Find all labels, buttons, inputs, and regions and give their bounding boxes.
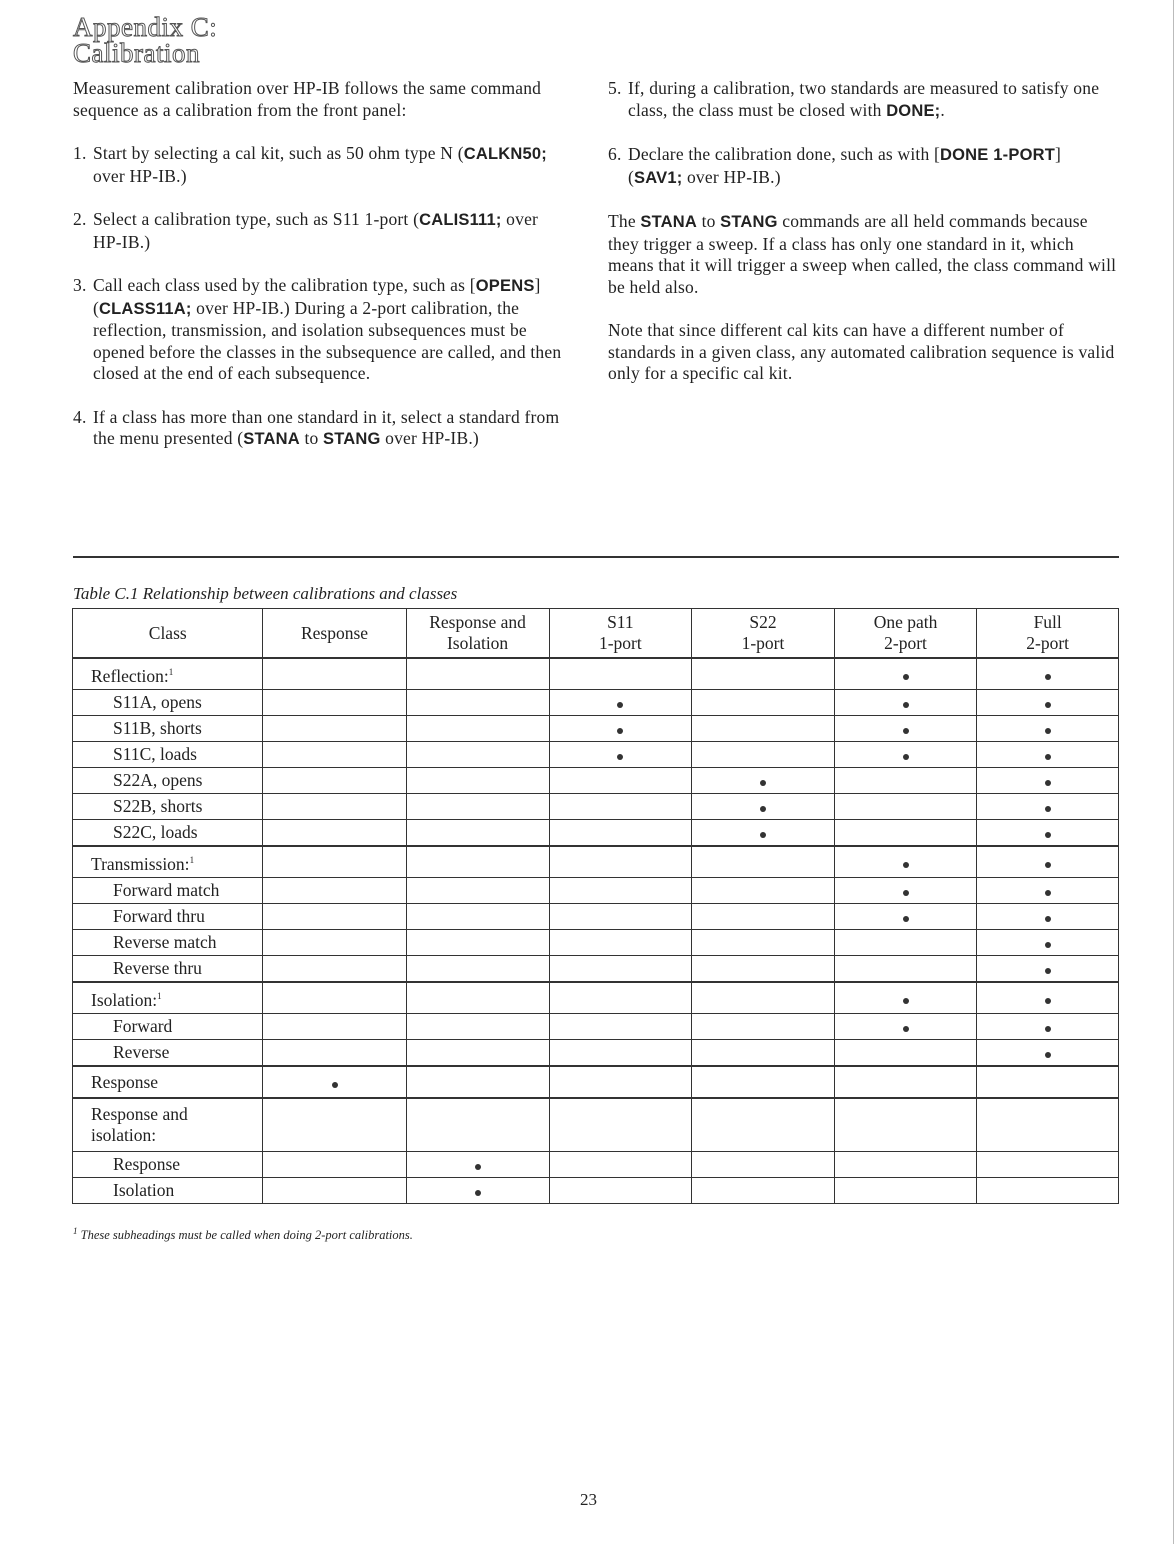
bullet-dot-icon xyxy=(903,728,909,734)
class-label: S22A, opens xyxy=(113,770,203,790)
bullet-dot-icon xyxy=(903,1026,909,1032)
class-cell xyxy=(73,658,263,690)
table-cell xyxy=(263,690,406,716)
text-run: to xyxy=(697,211,721,231)
table-row xyxy=(73,1040,1119,1067)
column-header-line: 2-port xyxy=(1026,633,1070,653)
table-cell xyxy=(977,930,1119,956)
bullet-dot-icon xyxy=(475,1190,481,1196)
class-label: Response xyxy=(91,1071,159,1092)
command-keyword: CALIS111; xyxy=(419,211,502,229)
table-cell xyxy=(834,690,977,716)
table-cell xyxy=(406,742,549,768)
body-paragraph xyxy=(608,211,1118,298)
table-row xyxy=(73,982,1119,1014)
class-cell xyxy=(73,716,263,742)
table-cell xyxy=(406,1014,549,1040)
text-run: If, during a calibration, two standards are measured to satisfy one class, the class must be closed with xyxy=(628,78,1100,120)
table-cell xyxy=(692,742,835,768)
table-cell xyxy=(549,794,692,820)
table-cell xyxy=(977,742,1119,768)
table-row xyxy=(73,846,1119,878)
column-header-line: Response and xyxy=(429,612,526,632)
table-cell xyxy=(834,1152,977,1178)
class-label: S22C, loads xyxy=(113,822,198,842)
class-cell xyxy=(73,846,263,878)
table-cell xyxy=(977,820,1119,847)
table-row xyxy=(73,658,1119,690)
table-cell xyxy=(692,690,835,716)
table-cell xyxy=(977,1098,1119,1152)
table-cell xyxy=(549,846,692,878)
command-keyword: STANG xyxy=(323,430,381,448)
class-cell xyxy=(73,930,263,956)
bullet-dot-icon xyxy=(903,674,909,680)
table-cell xyxy=(406,846,549,878)
table-cell xyxy=(406,1040,549,1067)
column-header-line: Isolation xyxy=(446,633,509,653)
table-cell xyxy=(692,956,835,983)
table-cell xyxy=(406,794,549,820)
text-run: Note that since different cal kits can have a different number of standards in a given class, any automated calibration sequence is valid only for a specific cal kit. xyxy=(608,320,1115,383)
table-cell xyxy=(263,956,406,983)
table-cell xyxy=(977,658,1119,690)
command-keyword: OPENS xyxy=(475,277,535,295)
table-cell xyxy=(263,820,406,847)
step-text xyxy=(93,275,569,385)
table-cell xyxy=(549,1040,692,1067)
table-row xyxy=(73,742,1119,768)
table-cell xyxy=(692,658,835,690)
column-header-line: 1-port xyxy=(741,633,785,653)
bullet-dot-icon xyxy=(1045,916,1051,922)
class-cell xyxy=(73,1098,263,1152)
table-cell xyxy=(263,1178,406,1204)
table-row xyxy=(73,956,1119,983)
table-cell xyxy=(406,768,549,794)
table-row xyxy=(73,904,1119,930)
step-text xyxy=(93,143,569,187)
step-number: 2. xyxy=(73,209,87,229)
table-cell xyxy=(692,820,835,847)
bullet-dot-icon xyxy=(903,702,909,708)
bullet-dot-icon xyxy=(332,1082,338,1088)
column-header-line: 2-port xyxy=(884,633,927,653)
bullet-dot-icon xyxy=(617,754,623,760)
step-number: 5. xyxy=(608,78,622,98)
step-text xyxy=(93,209,569,253)
class-label: S11B, shorts xyxy=(113,718,202,738)
table-cell xyxy=(692,1040,835,1067)
class-cell xyxy=(73,878,263,904)
class-cell xyxy=(73,768,263,794)
footnote-ref: 1 xyxy=(157,990,162,1001)
calibration-classes-table xyxy=(72,608,1119,1204)
class-label: S22B, shorts xyxy=(113,796,203,816)
table-cell xyxy=(406,1098,549,1152)
table-cell xyxy=(406,1066,549,1098)
table-cell xyxy=(549,768,692,794)
table-cell xyxy=(263,982,406,1014)
table-cell xyxy=(977,768,1119,794)
text-run: ] ( xyxy=(93,275,541,318)
table-cell xyxy=(263,742,406,768)
body-paragraph xyxy=(608,320,1118,385)
numbered-step xyxy=(73,209,569,253)
class-cell xyxy=(73,690,263,716)
table-cell xyxy=(834,1040,977,1067)
table-cell xyxy=(406,820,549,847)
footnote-ref: 1 xyxy=(189,854,195,865)
table-row xyxy=(73,794,1119,820)
table-cell xyxy=(549,1014,692,1040)
table-row xyxy=(73,716,1119,742)
bullet-dot-icon xyxy=(617,728,623,734)
table-cell xyxy=(263,846,406,878)
command-keyword: CALKN50; xyxy=(463,145,547,163)
footnote-ref: 1 xyxy=(168,666,174,677)
bullet-dot-icon xyxy=(903,916,909,922)
table-cell xyxy=(692,878,835,904)
table-row xyxy=(73,1178,1119,1204)
table-cell xyxy=(263,930,406,956)
table-cell xyxy=(549,742,692,768)
class-label: Forward xyxy=(113,1016,173,1036)
table-row xyxy=(73,690,1119,716)
text-run: Call each class used by the calibration type, such as [ xyxy=(93,275,476,295)
bullet-dot-icon xyxy=(1045,832,1051,838)
table-row xyxy=(73,1098,1119,1152)
bullet-dot-icon xyxy=(1045,942,1051,948)
table-cell xyxy=(406,982,549,1014)
table-cell xyxy=(549,930,692,956)
bullet-dot-icon xyxy=(1045,674,1051,680)
table-cell xyxy=(834,820,977,847)
column-header-line: Full xyxy=(1033,612,1062,632)
table-cell xyxy=(549,956,692,983)
table-cell xyxy=(406,930,549,956)
bullet-dot-icon xyxy=(903,998,909,1004)
table-cell xyxy=(549,658,692,690)
page-edge xyxy=(1173,0,1174,1544)
class-label: Response xyxy=(113,1154,181,1174)
heading-line-1: Appendix C: xyxy=(73,12,218,42)
table-cell xyxy=(692,1178,835,1204)
text-run: over HP-IB.) xyxy=(380,428,479,448)
table-cell xyxy=(263,658,406,690)
table-cell xyxy=(692,846,835,878)
table-cell xyxy=(834,1014,977,1040)
table-cell xyxy=(834,1066,977,1098)
column-header-line: One path xyxy=(873,612,938,632)
table-cell xyxy=(977,1066,1119,1098)
class-cell xyxy=(73,1152,263,1178)
bullet-dot-icon xyxy=(1045,1052,1051,1058)
class-cell xyxy=(73,1040,263,1067)
step-number: 1. xyxy=(73,143,87,163)
class-label: Forward thru xyxy=(113,906,205,926)
table-cell xyxy=(406,1152,549,1178)
text-run: to xyxy=(299,428,324,448)
table-cell xyxy=(834,1178,977,1204)
table-cell xyxy=(834,904,977,930)
table-row xyxy=(73,1066,1119,1098)
class-label: Reverse thru xyxy=(113,958,202,978)
command-keyword: DONE 1-PORT xyxy=(940,146,1055,164)
table-cell xyxy=(834,1098,977,1152)
text-run: over HP-IB.) xyxy=(682,166,781,187)
command-keyword: DONE; xyxy=(886,101,941,120)
bullet-dot-icon xyxy=(760,832,766,838)
class-cell xyxy=(73,1014,263,1040)
bullet-dot-icon xyxy=(1045,890,1051,896)
bullet-dot-icon xyxy=(760,806,766,812)
command-keyword: STANA xyxy=(640,213,697,231)
table-cell xyxy=(549,716,692,742)
numbered-step xyxy=(73,143,569,187)
table-cell xyxy=(834,658,977,690)
table-row xyxy=(73,1152,1119,1178)
appendix-heading xyxy=(73,14,217,66)
table-cell xyxy=(692,794,835,820)
table-cell xyxy=(977,716,1119,742)
text-run: ] ( xyxy=(628,144,1062,187)
table-cell xyxy=(406,956,549,983)
left-column xyxy=(73,78,569,473)
bullet-dot-icon xyxy=(1045,1026,1051,1032)
bullet-dot-icon xyxy=(903,754,909,760)
table-cell xyxy=(692,930,835,956)
bullet-dot-icon xyxy=(1045,806,1051,812)
table-cell xyxy=(834,930,977,956)
bullet-dot-icon xyxy=(903,862,909,868)
table-cell xyxy=(834,846,977,878)
step-number: 3. xyxy=(73,275,87,295)
table-cell xyxy=(834,716,977,742)
table-cell xyxy=(692,1098,835,1152)
table-cell xyxy=(549,1152,692,1178)
class-label: Isolation: xyxy=(91,989,158,1010)
column-header xyxy=(549,609,692,659)
text-run: If a class has more than one standard in it, select a standard from the menu presented ( xyxy=(93,406,560,448)
table-cell xyxy=(549,1066,692,1098)
class-label: Reverse xyxy=(113,1042,170,1062)
column-header xyxy=(263,609,406,659)
class-label: S11A, opens xyxy=(113,692,202,712)
column-header-line: S11 xyxy=(607,612,634,632)
class-label: Transmission: xyxy=(91,853,190,874)
intro-paragraph xyxy=(73,78,569,121)
table-cell xyxy=(549,982,692,1014)
table-cell xyxy=(263,716,406,742)
class-label: S11C, loads xyxy=(113,744,197,764)
bullet-dot-icon xyxy=(1045,998,1051,1004)
table-cell xyxy=(263,1040,406,1067)
table-caption: Table C.1 Relationship between calibrations and classes xyxy=(73,584,458,603)
class-cell xyxy=(73,1066,263,1098)
table-cell xyxy=(263,794,406,820)
table-cell xyxy=(406,716,549,742)
text-run: Measurement calibration over HP-IB follows the same command sequence as a calibration from the front panel: xyxy=(73,78,542,120)
command-keyword: STANA xyxy=(243,430,300,448)
text-run: over HP-IB.) xyxy=(93,165,187,186)
table-cell xyxy=(692,982,835,1014)
bullet-dot-icon xyxy=(1045,862,1051,868)
table-cell xyxy=(549,878,692,904)
class-cell xyxy=(73,742,263,768)
text-run: commands are all held commands because they trigger a sweep. If a class has only one standard in it, which means that it will trigger a sweep when called, the class command will be held also. xyxy=(608,211,1117,297)
text-run: Select a calibration type, such as S11 1-port ( xyxy=(93,209,420,229)
column-header-line: Response xyxy=(300,622,369,643)
footnote-text: These subheadings must be called when doing 2-port calibrations. xyxy=(80,1228,413,1243)
table-cell xyxy=(692,716,835,742)
text-run: over HP-IB.) xyxy=(93,209,539,252)
bullet-dot-icon xyxy=(475,1164,481,1170)
table-cell xyxy=(692,1014,835,1040)
table-row xyxy=(73,768,1119,794)
text-run: over HP-IB.) During a 2-port calibration, the reflection, transmission, and isolation subsequences must be opened before the classes in the subsequence are called, and then closed at the end of each subsequence. xyxy=(93,297,562,383)
table-cell xyxy=(406,690,549,716)
table-cell xyxy=(834,878,977,904)
table-cell xyxy=(977,690,1119,716)
column-header-line: 1-port xyxy=(598,633,642,653)
column-header-line: S22 xyxy=(749,612,777,632)
table-cell xyxy=(834,982,977,1014)
bullet-dot-icon xyxy=(1045,968,1051,974)
page-number: 23 xyxy=(580,1490,597,1509)
numbered-step xyxy=(73,275,569,385)
table-cell xyxy=(977,846,1119,878)
right-column xyxy=(608,78,1118,407)
class-cell xyxy=(73,820,263,847)
table-cell xyxy=(263,1066,406,1098)
bullet-dot-icon xyxy=(1045,702,1051,708)
command-keyword: SAV1; xyxy=(634,168,683,187)
table-footnote xyxy=(73,1226,413,1243)
table-cell xyxy=(263,1098,406,1152)
table-cell xyxy=(834,742,977,768)
column-header xyxy=(406,609,549,659)
table-cell xyxy=(834,768,977,794)
table-cell xyxy=(549,904,692,930)
table-cell xyxy=(406,1178,549,1204)
section-divider xyxy=(73,556,1119,558)
table-cell xyxy=(692,768,835,794)
command-keyword: STANG xyxy=(720,213,778,231)
class-label: Reflection: xyxy=(91,665,169,686)
table-row xyxy=(73,930,1119,956)
class-cell xyxy=(73,1178,263,1204)
table-cell xyxy=(834,956,977,983)
class-label: Isolation xyxy=(113,1180,175,1200)
step-text xyxy=(93,407,569,451)
column-header xyxy=(73,609,263,659)
table-cell xyxy=(549,1098,692,1152)
bullet-dot-icon xyxy=(1045,754,1051,760)
table-cell xyxy=(977,1014,1119,1040)
class-label: Response and isolation: xyxy=(91,1104,188,1145)
footnote-mark: 1 xyxy=(73,1226,78,1236)
table-cell xyxy=(263,878,406,904)
table-cell xyxy=(977,1152,1119,1178)
text-run: The xyxy=(608,211,641,231)
table-cell xyxy=(406,878,549,904)
bullet-dot-icon xyxy=(903,890,909,896)
table-cell xyxy=(977,1040,1119,1067)
table-cell xyxy=(263,1152,406,1178)
class-label: Reverse match xyxy=(113,932,217,952)
bullet-dot-icon xyxy=(1045,728,1051,734)
column-header-line: Class xyxy=(148,622,187,643)
table-header-row xyxy=(73,609,1119,659)
step-number: 4. xyxy=(73,406,87,427)
table-cell xyxy=(977,904,1119,930)
table-cell xyxy=(977,794,1119,820)
table-cell xyxy=(977,982,1119,1014)
text-run: Declare the calibration done, such as with [ xyxy=(628,144,941,164)
table-cell xyxy=(263,768,406,794)
class-cell xyxy=(73,982,263,1014)
column-header xyxy=(834,609,977,659)
heading-line-2: Calibration xyxy=(73,38,200,68)
table-cell xyxy=(977,1178,1119,1204)
table-cell xyxy=(263,904,406,930)
table-row xyxy=(73,878,1119,904)
table-row xyxy=(73,1014,1119,1040)
column-header xyxy=(692,609,835,659)
table-cell xyxy=(549,820,692,847)
table-cell xyxy=(263,1014,406,1040)
numbered-step xyxy=(608,144,1118,189)
table-cell xyxy=(692,904,835,930)
command-keyword: CLASS11A; xyxy=(99,299,192,318)
table-row xyxy=(73,820,1119,847)
step-number: 6. xyxy=(608,144,622,164)
text-run: Start by selecting a cal kit, such as 50 ohm type N ( xyxy=(93,143,464,163)
table-cell xyxy=(977,956,1119,983)
table-cell xyxy=(977,878,1119,904)
class-label: Forward match xyxy=(113,880,220,900)
class-cell xyxy=(73,956,263,983)
table-cell xyxy=(406,904,549,930)
column-header xyxy=(977,609,1119,659)
step-text xyxy=(628,144,1118,189)
class-cell xyxy=(73,794,263,820)
table-cell xyxy=(549,690,692,716)
class-cell xyxy=(73,904,263,930)
bullet-dot-icon xyxy=(1045,780,1051,786)
bullet-dot-icon xyxy=(760,780,766,786)
bullet-dot-icon xyxy=(617,702,623,708)
numbered-step xyxy=(73,407,569,451)
table-cell xyxy=(692,1152,835,1178)
table-cell xyxy=(692,1066,835,1098)
numbered-step xyxy=(608,78,1118,122)
text-run: . xyxy=(940,99,945,120)
table-cell xyxy=(834,794,977,820)
step-text xyxy=(628,78,1118,122)
table-cell xyxy=(549,1178,692,1204)
table-cell xyxy=(406,658,549,690)
